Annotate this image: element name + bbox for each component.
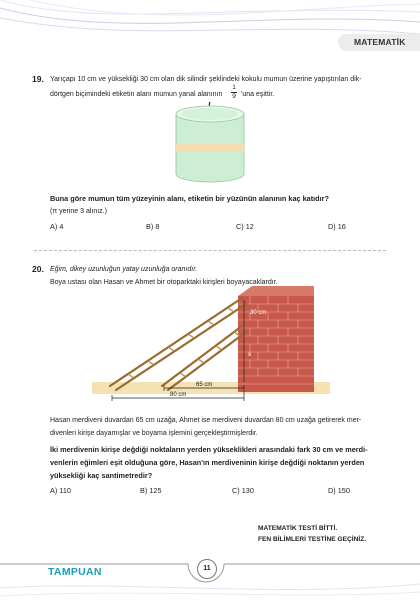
q20-question-line2: venlerin eğimleri eşit olduğuna göre, Hasan'ın merdiveninin kirişe değdiği noktanın yerden [50,458,365,467]
test-end-line1: MATEMATİK TESTİ BİTTİ. [258,525,338,532]
q20-option-c[interactable]: C) 130 [232,486,254,495]
q19-option-c[interactable]: C) 12 [236,222,254,231]
q19-number: 19. [32,74,44,84]
q19-frac-num: 1 [232,84,236,91]
q20-question-line3: yüksekliği kaç santimetredir? [50,471,153,480]
q20-option-b[interactable]: B) 125 [140,486,162,495]
q20-body-line2: divenleri kirişe dayamışlar ve boyama işlemini gerçekleştirmişlerdir. [50,430,258,437]
q19-text-line2b: 'una eşittir. [241,91,275,98]
q20-body-line1: Hasan merdiveni duvardan 65 cm uzağa, Ahmet ise merdiveni duvardan 80 cm uzağa getirerek mer- [50,417,362,424]
q20-option-a[interactable]: A) 110 [50,486,71,495]
label-65cm: 65 cm [196,382,213,388]
label-x: x [248,351,252,358]
subject-badge [338,34,420,51]
q19-hint: (π yerine 3 alınız.) [50,208,107,215]
q20-number: 20. [32,264,44,274]
q20-intro: Boya ustası olan Hasan ve Ahmet bir otoparktaki kirişleri boyayacaklardır. [50,279,278,286]
test-end-line2: FEN BİLİMLERİ TESTİNE GEÇİNİZ. [258,536,367,543]
label-80cm: 80 cm [170,392,187,398]
test-end-note [258,523,366,545]
q19-frac-den: 9 [232,93,236,100]
q19-option-d[interactable]: D) 16 [328,222,346,231]
ladder-figure [92,282,330,408]
page-number: 11 [197,559,217,579]
q20-question-line1: İki merdivenin kirişe değdiği noktaların yerden yükseklikleri arasındaki fark 30 cm ve merdi- [50,445,368,454]
question-divider [34,250,386,251]
q19-fraction [230,84,238,101]
q19-option-a[interactable]: A) 4 [50,222,64,231]
q19-text-line1: Yarıçapı 10 cm ve yüksekliği 30 cm olan dik silindir şeklindeki kokulu mumun üzerine yapıştırılan dik- [50,76,362,83]
q20-option-d[interactable]: D) 150 [328,486,350,495]
header-decoration [0,0,420,60]
q19-option-b[interactable]: B) 8 [146,222,160,231]
brand-logo: TAMPUAN [48,566,102,578]
candle-figure [170,100,250,186]
q19-question: Buna göre mumun tüm yüzeyinin alanı, etiketin bir yüzünün alanının kaç katıdır? [50,194,329,203]
q19-text-line2a: dörtgen biçimindeki etiketin alanı mumun yanal alanının [50,91,223,98]
subject-title: MATEMATİK [354,37,406,47]
q20-definition: Eğim, dikey uzunluğun yatay uzunluğa oranıdır. [50,266,198,273]
label-30cm: 30 cm [250,310,267,316]
